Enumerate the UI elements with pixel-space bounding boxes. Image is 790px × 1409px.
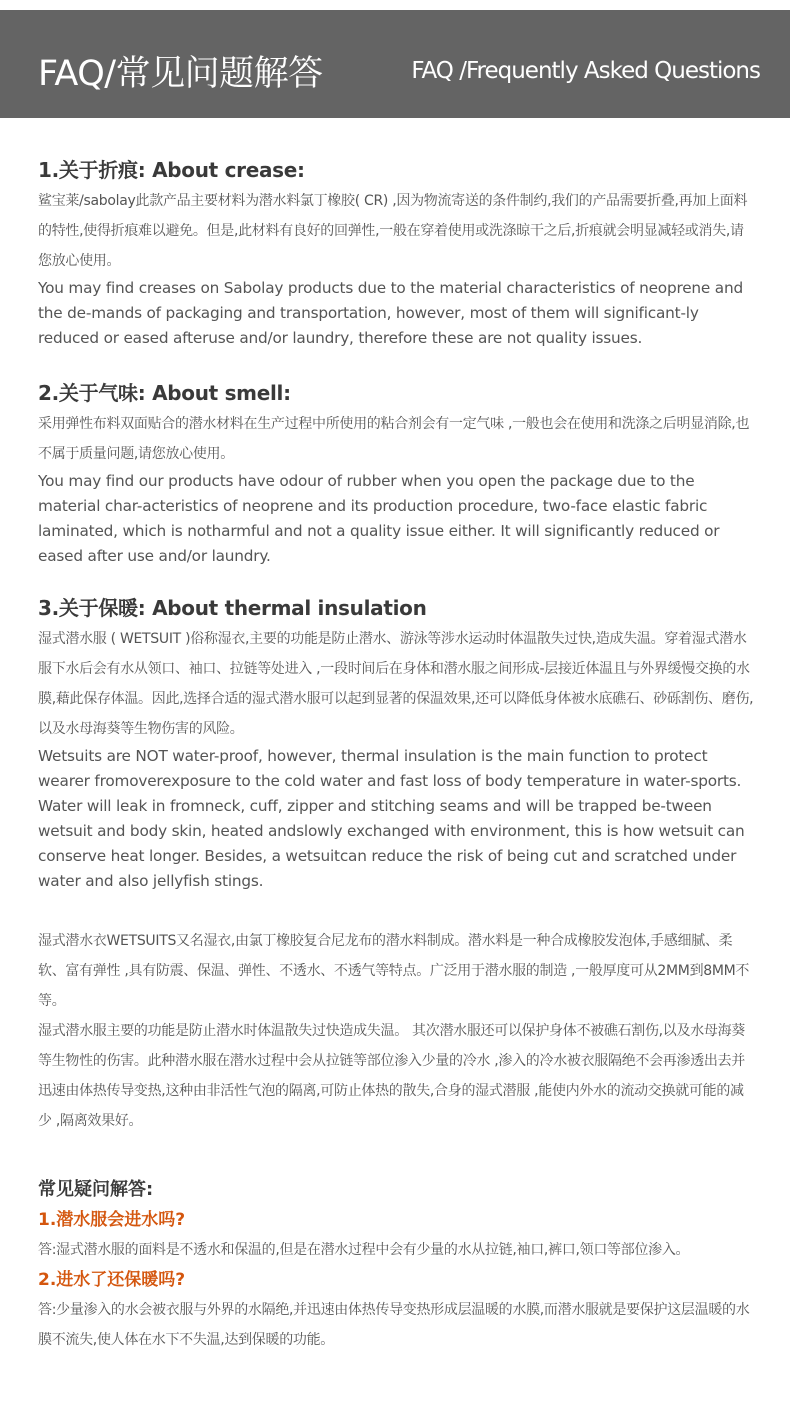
section-text-en: You may find creases on Sabolay products due to the material characteristics of neoprene and the de-mands of packaging and transportation, however, most of them will significant-ly reduced or eased afteruse and/or laundry, therefore these are not quality issues. [38, 279, 743, 347]
section-text-en: Wetsuits are NOT water-proof, however, thermal insulation is the main function to protect wearer fromoverexposure to the cold water and fast loss of body temperature in water-sports. Water will leak in fromneck, cuff, zipper and stitching seams and will be trapped be-tween wetsuit and body skin, heated andslowly exchanged with environment, this is how wetsuit can conserve heat longer. Besides, a wetsuitcan reduce the risk of being cut and scratched under water and also jellyfish stings. [38, 747, 745, 890]
page-title-en: FAQ /Frequently Asked Questions [411, 58, 760, 84]
section-smell [38, 377, 756, 569]
faq-section [38, 1175, 756, 1355]
page-header [0, 10, 790, 118]
faq-question: 1.潜水服会进水吗? [38, 1210, 186, 1230]
faq-question: 2.进水了还保暖吗? [38, 1270, 186, 1290]
page-title-cn: FAQ/常见问题解答 [38, 54, 323, 94]
section-text-cn: 采用弹性布料双面贴合的潜水材料在生产过程中所使用的粘合剂会有一定气味 ,一般也会在使用和洗涤之后明显消除,也不属于质量问题,请您放心使用。 [38, 416, 750, 462]
section-text-cn: 湿式潜水服 ( WETSUIT )俗称湿衣,主要的功能是防止潜水、游泳等涉水运动时体温散失过快,造成失温。穿着湿式潜水服下水后会有水从领口、袖口、拉链等处进入 ,一段时间后在身体和潜水服之间形成-层接近体温且与外界缓慢交换的水膜,藉此保存体温。因此,选择合适的湿式潜水服可以起到显著的保温效果,还可以降低身体被水底礁石、砂砾割伤、磨伤,以及水母海葵等生物伤害的风险。 [38, 631, 754, 737]
section-crease [38, 154, 756, 351]
faq-answer: 答:湿式潜水服的面料是不透水和保温的,但是在潜水过程中会有少量的水从拉链,袖口,裤口,领口等部位渗入。 [38, 1242, 690, 1258]
faq-title: 常见疑问解答: [38, 1179, 154, 1200]
faq-answer: 答:少量渗入的水会被衣服与外界的水隔绝,并迅速由体热传导变热形成层温暖的水膜,而潜水服就是要保护这层温暖的水膜不流失,使人体在水下不失温,达到保暖的功能。 [38, 1302, 750, 1348]
intro-paragraph: 湿式潜水服主要的功能是防止潜水时体温散失过快造成失温。 其次潜水服还可以保护身体不被礁石割伤,以及水母海葵等生物性的伤害。此种潜水服在潜水过程中会从拉链等部位渗入少量的冷水 ,渗入的冷水被衣服隔绝不会再渗透出去并迅速由体热传导变热,这种由非活性气泡的隔离,可防止体热的散失,合身的湿式潜服 ,能使内外水的流动交换就可能的减少 ,隔离效果好。 [38, 1023, 745, 1129]
section-text-cn: 鲨宝莱/sabolay此款产品主要材料为潜水料氯丁橡胶( CR) ,因为物流寄送的条件制约,我们的产品需要折叠,再加上面料的特性,使得折痕难以避免。但是,此材料有良好的回弹性,一般在穿着使用或洗涤晾干之后,折痕就会明显减轻或消失,请您放心使用。 [38, 193, 748, 269]
section-heading: 3.关于保暖: About thermal insulation [38, 596, 427, 620]
top-margin [0, 0, 790, 10]
intro-paragraph: 湿式潜水衣WETSUITS又名湿衣,由氯丁橡胶复合尼龙布的潜水料制成。潜水料是一种合成橡胶发泡体,手感细腻、柔软、富有弹性 ,具有防震、保温、弹性、不透水、不透气等特点。广泛用于潜水服的制造 ,一般厚度可从2MM到8MM不等。 [38, 933, 750, 1009]
section-thermal [38, 592, 756, 894]
wetsuit-intro [38, 926, 756, 1136]
section-text-en: You may find our products have odour of rubber when you open the package due to the material char-acteristics of neoprene and its production procedure, two-face elastic fabric laminated, which is notharmful and not a quality issue either. It will significantly reduced or eased after use and/or laundry. [38, 472, 720, 565]
section-heading: 1.关于折痕: About crease: [38, 158, 305, 182]
section-heading: 2.关于气味: About smell: [38, 381, 291, 405]
